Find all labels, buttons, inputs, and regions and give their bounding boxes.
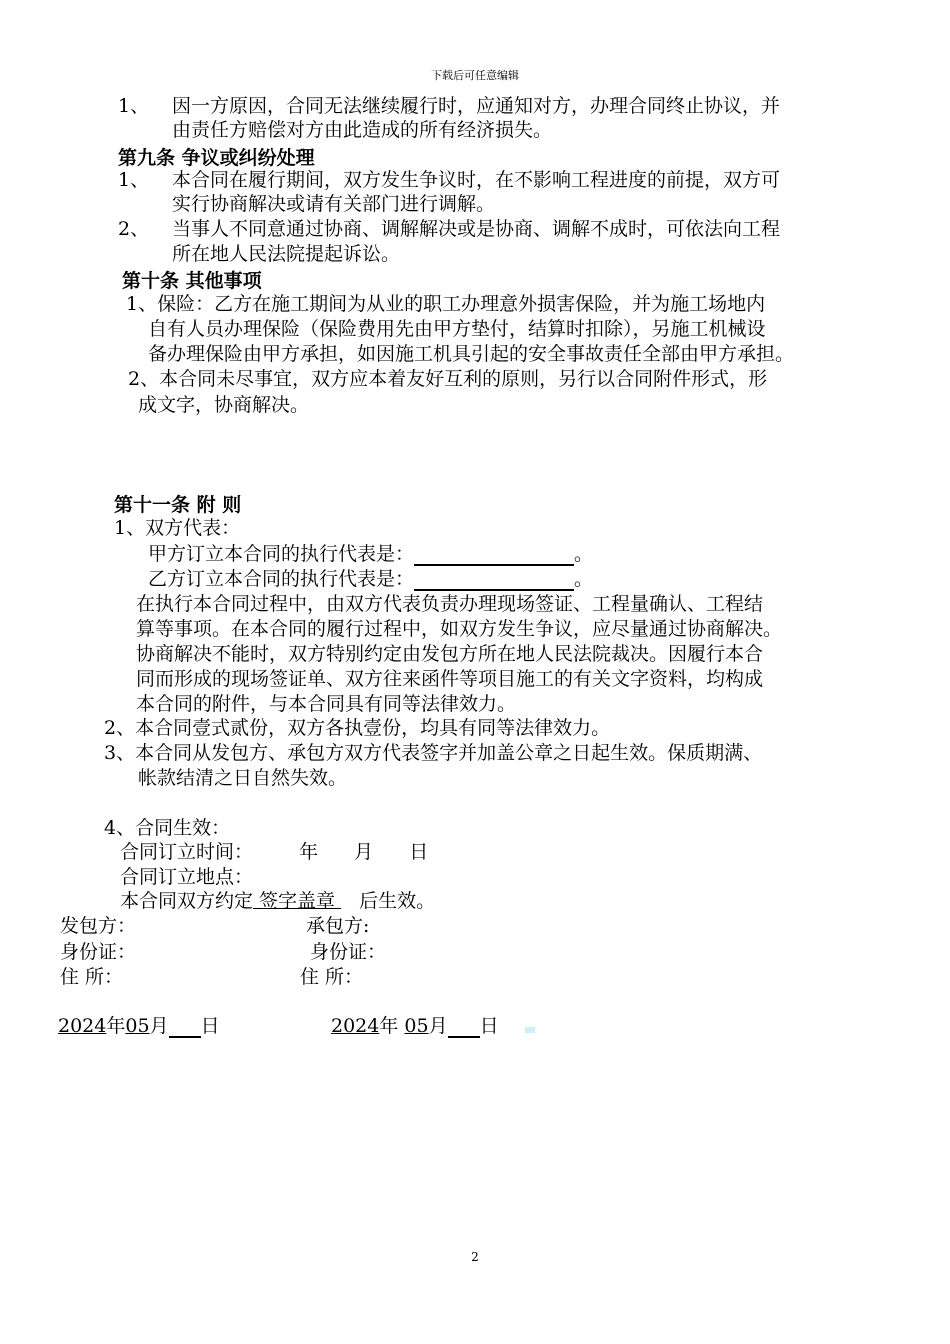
article11-item3-line1: 3、本合同从发包方、承包方双方代表签字并加盖公章之日起生效。保质期满、 <box>104 742 763 764</box>
party-b-representative-label: 乙方订立本合同的执行代表是： <box>148 568 415 590</box>
page-number: 2 <box>471 1250 479 1264</box>
article9-item1-line1: 本合同在履行期间，双方发生争议时，在不影响工程进度的前提，双方可 <box>172 169 781 191</box>
party-a-label: 发包方： <box>60 915 137 937</box>
party-a-id-label: 身份证： <box>60 941 137 963</box>
article10-item2-line2: 成文字，协商解决。 <box>138 394 310 416</box>
sign-time-year: 年 <box>299 841 319 863</box>
party-a-date-month-unit: 月 <box>149 1015 169 1037</box>
article8-item1-number: 1、 <box>118 95 150 117</box>
article9-item2-number: 2、 <box>118 218 150 240</box>
agreement-suffix: 后生效。 <box>359 890 436 912</box>
article8-item1-line1: 因一方原因，合同无法继续履行时，应通知对方，办理合同终止协议，并 <box>172 95 781 117</box>
party-a-date-year: 2024 <box>58 1015 107 1037</box>
article10-item1-line2: 自有人员办理保险（保险费用先由甲方垫付，结算时扣除），另施工机械设 <box>148 318 766 340</box>
agreement-value: 签字盖章 <box>253 890 342 912</box>
party-b-date-day-unit: 日 <box>479 1015 499 1037</box>
party-a-date <box>58 1014 220 1038</box>
article10-item1-line1: 1、保险：乙方在施工期间为从业的职工办理意外损害保险，并为施工场地内 <box>126 293 766 315</box>
text-cursor-marker <box>525 1027 535 1033</box>
sign-time-line <box>120 840 428 864</box>
agreement-prefix: 本合同双方约定 <box>120 890 254 912</box>
article11-item1-heading: 1、双方代表： <box>114 517 241 539</box>
party-b-date-day-blank <box>448 1016 480 1038</box>
party-a-representative-line <box>148 542 593 566</box>
article10-item1-line3: 备办理保险由甲方承担，如因施工机具引起的安全事故责任全部由甲方承担。 <box>148 343 795 365</box>
page-header: 下载后可任意编辑 <box>431 69 519 82</box>
party-b-date-year-unit: 年 <box>379 1015 399 1037</box>
article11-item3-line2: 帐款结清之日自然失效。 <box>138 767 348 789</box>
article10-title: 第十条 其他事项 <box>122 270 262 292</box>
party-b-representative-line <box>148 567 593 591</box>
party-b-date-year: 2024 <box>331 1015 380 1037</box>
article11-paragraph-line1: 在执行本合同过程中，由双方代表负责办理现场签证、工程量确认、工程结 <box>136 593 764 615</box>
article9-title: 第九条 争议或纠纷处理 <box>118 147 315 169</box>
sign-place-label: 合同订立地点： <box>120 866 254 888</box>
article10-item2-line1: 2、本合同未尽事宜，双方应本着友好互利的原则，另行以合同附件形式，形 <box>128 368 768 390</box>
sign-time-day: 日 <box>409 841 429 863</box>
article9-item2-line2: 所在地人民法院提起诉讼。 <box>172 243 401 265</box>
party-b-id-label: 身份证： <box>310 941 387 963</box>
party-a-address-label: 住 所： <box>60 966 124 988</box>
party-a-date-day-blank <box>169 1016 201 1038</box>
party-b-date-month: 05 <box>404 1015 429 1037</box>
party-a-representative-period: 。 <box>574 543 594 565</box>
party-a-date-month: 05 <box>125 1015 150 1037</box>
article9-item1-number: 1、 <box>118 169 150 191</box>
party-b-date <box>331 1014 499 1038</box>
article11-paragraph-line2: 算等事项。在本合同的履行过程中，如双方发生争议，应尽量通过协商解决。 <box>136 618 783 640</box>
party-a-representative-label: 甲方订立本合同的执行代表是： <box>148 543 415 565</box>
article11-title: 第十一条 附 则 <box>114 494 242 516</box>
article11-paragraph-line3: 协商解决不能时，双方特别约定由发包方所在地人民法院裁决。因履行本合 <box>136 643 764 665</box>
article11-paragraph-line4: 同而形成的现场签证单、双方往来函件等项目施工的有关文字资料，均构成 <box>136 668 764 690</box>
party-a-representative-blank <box>414 544 574 566</box>
sign-time-label: 合同订立时间： <box>120 841 254 863</box>
article11-item2: 2、本合同壹式贰份，双方各执壹份，均具有同等法律效力。 <box>104 717 611 739</box>
article11-item4-heading: 4、合同生效： <box>104 817 231 839</box>
party-b-date-month-unit: 月 <box>428 1015 448 1037</box>
article9-item1-line2: 实行协商解决或请有关部门进行调解。 <box>172 193 496 215</box>
party-b-label: 承包方: <box>306 915 370 937</box>
sign-time-month: 月 <box>354 841 374 863</box>
article8-item1-line2: 由责任方赔偿对方由此造成的所有经济损失。 <box>172 119 553 141</box>
party-b-address-label: 住 所： <box>300 966 364 988</box>
party-a-date-day-unit: 日 <box>200 1015 220 1037</box>
article9-item2-line1: 当事人不同意通过协商、调解解决或是协商、调解不成时，可依法向工程 <box>172 218 781 240</box>
party-a-date-year-unit: 年 <box>106 1015 126 1037</box>
party-b-representative-period: 。 <box>574 568 594 590</box>
article11-paragraph-line5: 本合同的附件，与本合同具有同等法律效力。 <box>136 693 517 715</box>
agreement-line <box>120 889 435 913</box>
party-b-representative-blank <box>414 569 574 591</box>
